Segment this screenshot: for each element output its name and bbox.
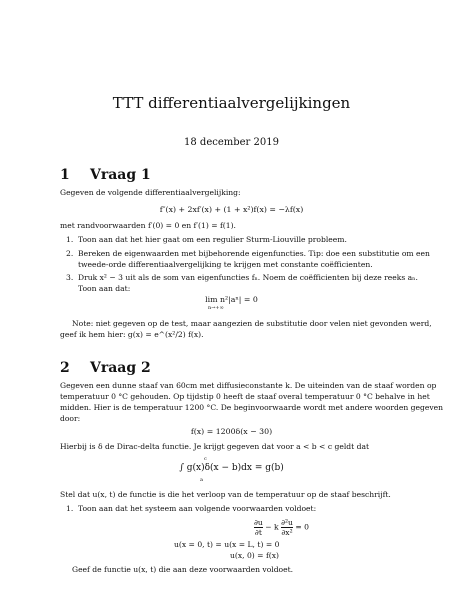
document-date: 18 december 2019 [184,137,279,148]
integral-upper-limit: c [204,456,207,462]
u-definition: Stel dat u(x, t) de functie is die het verloop van de temperatuur op de staaf beschrijft. [60,490,391,499]
section-2-heading [60,360,151,376]
list-item: 2. Bereken de eigenwaarden met bijbehorende eigenfuncties. Tip: doe een substitutie om een tweede-orde differentiaalvergelijking te krijgen met constante coëfficienten. [66,249,430,269]
list-item: 3. Druk x² − 3 uit als de som van eigenfuncties fₙ. Noem de coëfficienten bij deze reeks aₙ. Toon aan dat: [66,273,418,293]
limit-equation: lim n²|aⁿ| = 0 [205,295,258,304]
list-item: 1. Toon aan dat het hier gaat om een regulier Sturm-Liouville probleem. [66,235,347,244]
section-title: Vraag 2 [90,360,151,376]
list-item: 1. Toon aan dat het systeem aan volgende voorwaarden voldoet: [66,504,317,513]
note-line: Note: niet gegeven op de test, maar aangezien de substitutie door velen niet gevonden werd, [72,319,432,328]
section-number: 1 [60,167,70,183]
integral-lower-limit: a [200,477,203,483]
section-1-intro: Gegeven de volgende differentiaalvergelijking: [60,188,241,197]
final-instruction: Geef de functie u(x, t) die aan deze voorwaarden voldoet. [72,565,294,574]
integral-equation: ∫ g(x)δ(x − b)dx = g(b) [179,463,284,473]
initial-condition: u(x, 0) = f(x) [230,551,279,560]
section-1-equation: f″(x) + 2xf′(x) + (1 + x²)f(x) = −λf(x) [159,205,304,214]
section-title: Vraag 1 [90,167,151,183]
document-title: TTT differentiaalvergelijkingen [112,94,351,112]
section-1-heading [60,167,151,183]
section-number: 2 [60,360,70,376]
note-line: geef ik hem hier: g(x) = e^(x²/2) f(x). [60,330,204,339]
pde-equation: $\frac{\partial u}{\partial t}$ − k $\frac{\text{∂²u}}{\text{∂x²}}$ = 0 [254,518,309,537]
boundary-conditions: met randvoorwaarden f′(0) = 0 en f′(1) = f(1). [60,221,236,230]
boundary-condition: u(x = 0, t) = u(x = L, t) = 0 [174,540,280,549]
delta-description: Hierbij is δ de Dirac-delta functie. Je krijgt gegeven dat voor a < b < c geldt dat [60,442,370,451]
section-2-paragraph: Gegeven een dunne staaf van 60cm met diffusieconstante k. De uiteinden van de staaf worden op temperatuur 0 °C gehouden. Op tijdstip 0 heeft de staaf overal temperatuur 0 °C behalve in het midden. Hier is de temperatuur 1200 °C. De beginvoorwaarde wordt met andere woorden gegeven door: [60,381,444,423]
limit-subscript: n→+∞ [208,305,224,311]
initial-condition-equation: f(x) = 1200δ(x − 30) [190,427,273,436]
